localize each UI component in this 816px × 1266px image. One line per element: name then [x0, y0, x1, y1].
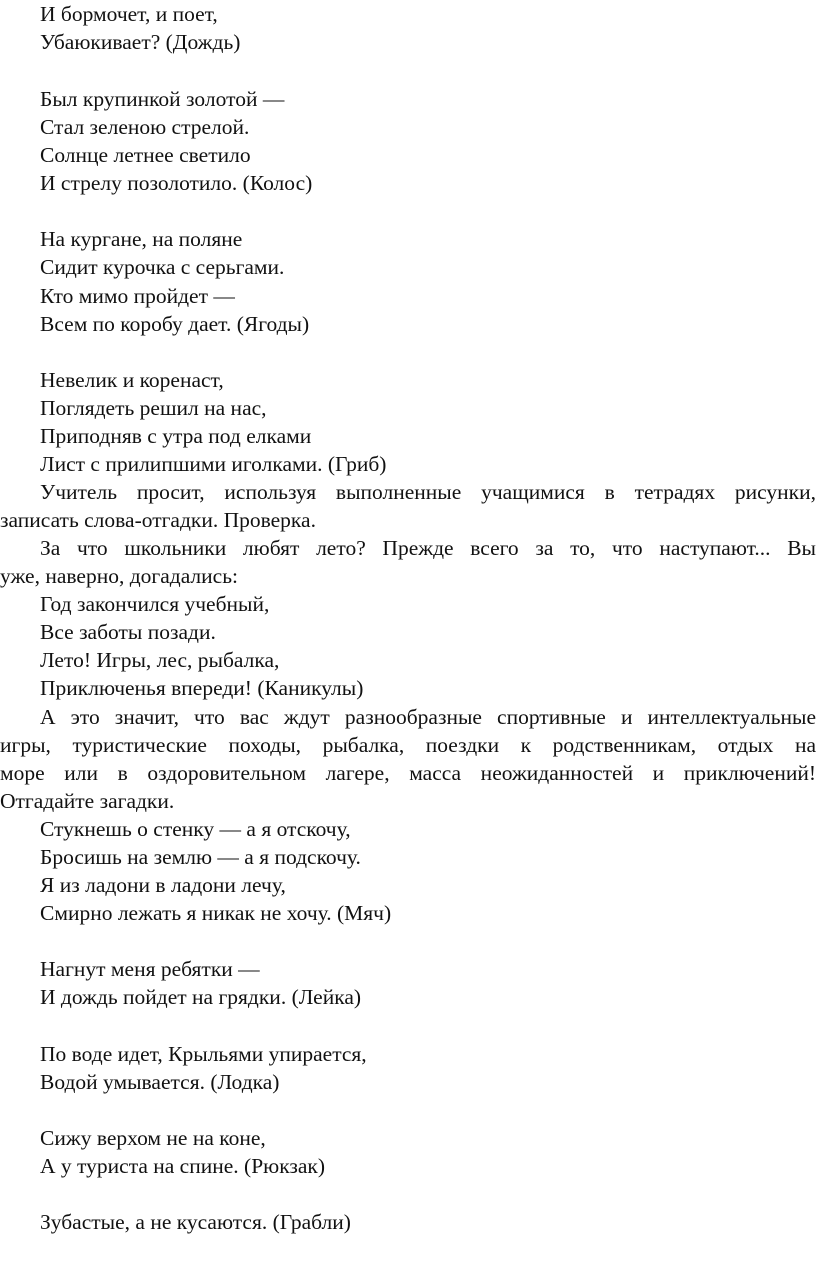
- riddle-holidays-line-3: Лето! Игры, лес, рыбалка,: [40, 648, 280, 672]
- riddle-watering-can-line-2: И дождь пойдет на грядки. (Лейка): [40, 985, 362, 1009]
- riddle-watering-can-line-1: Нагнут меня ребятки —: [40, 957, 260, 981]
- riddle-mushroom-line-4: Лист с прилипшими иголками. (Гриб): [40, 452, 387, 476]
- riddle-mushroom-line-2: Поглядеть решил на нас,: [40, 396, 267, 420]
- paragraph-activities-line-4: Отгадайте загадки.: [0, 789, 175, 813]
- riddle-holidays-line-1: Год закончился учебный,: [40, 592, 270, 616]
- paragraph-activities-line-2: игры, туристические походы, рыбалка, поездки к родственникам, отдых на: [0, 733, 816, 757]
- riddle-ball-line-1: Стукнешь о стенку — а я отскочу,: [40, 817, 351, 841]
- riddle-rake-line-1: Зубастые, а не кусаются. (Грабли): [40, 1210, 351, 1234]
- riddle-berries-line-2: Сидит курочка с серьгами.: [40, 255, 285, 279]
- riddle-holidays-line-2: Все заботы позади.: [40, 620, 216, 644]
- paragraph-activities-line-1: А это значит, что вас ждут разнообразные спортивные и интеллектуальные: [40, 705, 816, 729]
- riddle-mushroom-line-3: Приподняв с утра под елками: [40, 424, 312, 448]
- riddle-mushroom-line-1: Невелик и коренаст,: [40, 368, 224, 392]
- paragraph-summer-line-2: уже, наверно, догадались:: [0, 564, 238, 588]
- riddle-ear-line-4: И стрелу позолотило. (Колос): [40, 171, 313, 195]
- riddle-berries-line-3: Кто мимо пройдет —: [40, 284, 235, 308]
- riddle-boat-line-2: Водой умывается. (Лодка): [40, 1070, 280, 1094]
- riddle-backpack-line-1: Сижу верхом не на коне,: [40, 1126, 266, 1150]
- riddle-ear-line-1: Был крупинкой золотой —: [40, 87, 285, 111]
- riddle-rain-line-2: Убаюкивает? (Дождь): [40, 30, 241, 54]
- riddle-ball-line-4: Смирно лежать я никак не хочу. (Мяч): [40, 901, 392, 925]
- riddle-rain-line-1: И бормочет, и поет,: [40, 2, 218, 26]
- riddle-backpack-line-2: А у туриста на спине. (Рюкзак): [40, 1154, 326, 1178]
- riddle-boat-line-1: По воде идет, Крыльями упирается,: [40, 1042, 367, 1066]
- paragraph-teacher-line-1: Учитель просит, используя выполненные учащимися в тетрадях рисунки,: [40, 480, 816, 504]
- riddle-berries-line-1: На кургане, на поляне: [40, 227, 243, 251]
- paragraph-teacher-line-2: записать слова-отгадки. Проверка.: [0, 508, 316, 532]
- paragraph-summer-line-1: За что школьники любят лето? Прежде всего за то, что наступают... Вы: [40, 536, 816, 560]
- riddle-ball-line-2: Бросишь на землю — а я подскочу.: [40, 845, 361, 869]
- riddle-ear-line-2: Стал зеленою стрелой.: [40, 115, 250, 139]
- paragraph-activities-line-3: море или в оздоровительном лагере, масса неожиданностей и приключений!: [0, 761, 816, 785]
- riddle-holidays-line-4: Приключенья впереди! (Каникулы): [40, 676, 364, 700]
- riddle-berries-line-4: Всем по коробу дает. (Ягоды): [40, 312, 310, 336]
- riddle-ball-line-3: Я из ладони в ладони лечу,: [40, 873, 286, 897]
- riddle-ear-line-3: Солнце летнее светило: [40, 143, 251, 167]
